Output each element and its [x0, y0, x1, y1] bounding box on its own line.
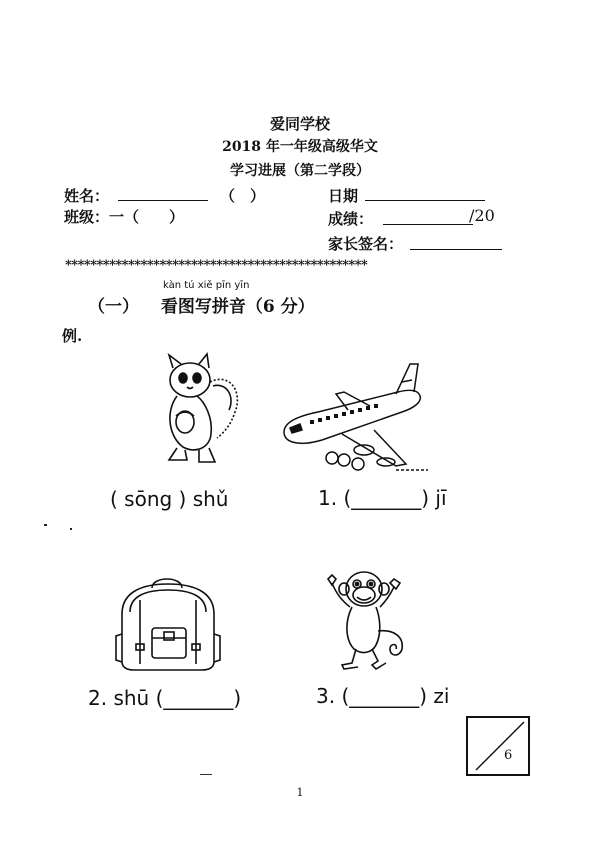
parent-signature-label: 家长签名：: [328, 235, 404, 253]
answer-3: 3. (_______) zi: [316, 684, 450, 708]
squirrel-picture: [155, 352, 255, 470]
section-title: 看图写拼音（6 分）: [160, 297, 315, 317]
answer-1: 1. (_______) jī: [318, 486, 447, 510]
parent-signature-line: [410, 235, 502, 250]
name-parens: （ ）: [220, 187, 266, 205]
example-label: 例.: [62, 327, 83, 345]
monkey-picture: [324, 565, 410, 673]
score-label: 成绩：: [328, 210, 374, 228]
scan-speck: [44, 524, 47, 526]
score-box: [466, 716, 530, 776]
section-heading: [88, 292, 315, 317]
answer-2: 2. shū (_______): [88, 686, 242, 710]
scan-speck: [200, 774, 212, 775]
name-line: [118, 186, 208, 201]
score-total: /20: [469, 206, 495, 225]
score-box-diagonal: [468, 718, 528, 774]
worksheet-title: 学习进展（第二学段）: [230, 163, 370, 179]
scan-speck: [70, 528, 72, 530]
score-box-value: 6: [504, 748, 513, 763]
separator-stars: ************************************************: [65, 258, 368, 273]
date-label: 日期: [328, 187, 359, 205]
airplane-picture: [278, 360, 436, 474]
name-label: 姓名：: [64, 187, 110, 205]
page-number: 1: [296, 786, 304, 799]
section-number: （一）: [88, 297, 139, 317]
date-line: [365, 186, 485, 201]
backpack-picture: [112, 574, 224, 674]
class-label: 班级：一（ ）: [64, 208, 185, 226]
example-answer: ( sōng ) shǔ: [110, 487, 229, 511]
course-title: 2018 年一年级高级华文: [222, 139, 378, 155]
school-name: 爱同学校: [269, 115, 330, 133]
score-line: [383, 210, 473, 225]
section-pinyin: kàn tú xiě pīn yīn: [163, 280, 250, 291]
